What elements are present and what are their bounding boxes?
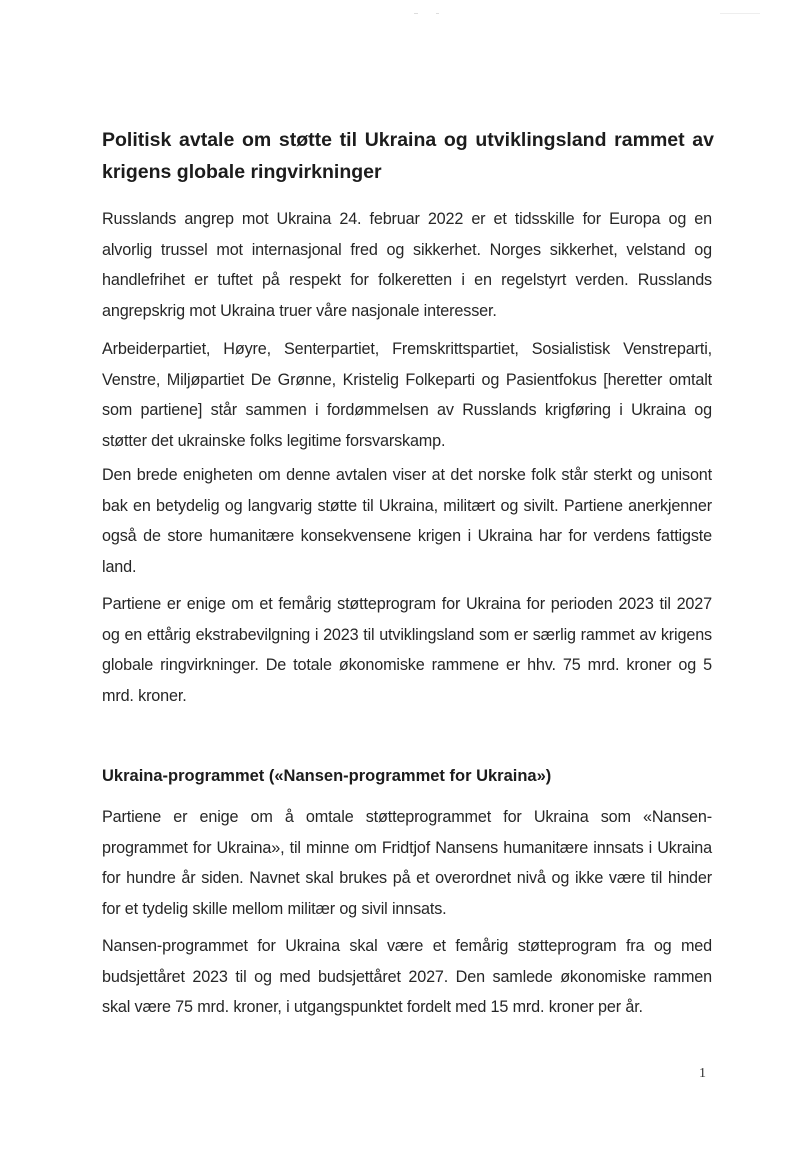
scan-artifact: [414, 13, 418, 14]
scan-artifact: [436, 13, 439, 14]
paragraph-intro: Russlands angrep mot Ukraina 24. februar 2022 er et tidsskille for Europa og en alvorlig trussel mot internasjonal fred og sikkerhet. Norges sikkerhet, velstand og handlefrihet er tuftet på respekt for folkeretten i en regelstyrt verden. Russlands angrepskrig mot Ukraina truer våre nasjonale interesser.: [102, 210, 712, 320]
document-title: Politisk avtale om støtte til Ukraina og utviklingsland rammet av krigens globale ringvirkninger: [102, 129, 714, 183]
page-number: 1: [699, 1066, 706, 1081]
scan-artifact: [720, 13, 760, 14]
paragraph-consensus: Den brede enigheten om denne avtalen viser at det norske folk står sterkt og unisont bak en betydelig og langvarig støtte til Ukraina, militært og sivilt. Partiene anerkjenner også de store humanitære konsekvensene krigen i Ukraina har for verdens fattigste land.: [102, 466, 712, 576]
paragraph-program-overview: Partiene er enige om et femårig støtteprogram for Ukraina for perioden 2023 til 2027 og en ettårig ekstrabevilgning i 2023 til utviklingsland som er særlig rammet av krigens globale ringvirkninger. De totale økonomiske rammene er hhv. 75 mrd. kroner og 5 mrd. kroner.: [102, 595, 712, 705]
section-heading-nansen-program: Ukraina-programmet («Nansen-programmet for Ukraina»): [102, 767, 552, 785]
paragraph-nansen-budget: Nansen-programmet for Ukraina skal være et femårig støtteprogram fra og med budsjettåret 2023 til og med budsjettåret 2027. Den samlede økonomiske rammen skal være 75 mrd. kroner, i utgangspunktet fordelt med 15 mrd. kroner per år.: [102, 937, 712, 1016]
paragraph-parties: Arbeiderpartiet, Høyre, Senterpartiet, Fremskrittspartiet, Sosialistisk Venstreparti, Venstre, Miljøpartiet De Grønne, Kristelig Folkeparti og Pasientfokus [heretter omtalt som partiene] står sammen i fordømmelsen av Russlands krigføring i Ukraina og støtter det ukrainske folks legitime forsvarskamp.: [102, 340, 712, 450]
paragraph-nansen-name: Partiene er enige om å omtale støtteprogrammet for Ukraina som «Nansen-programmet for Ukraina», til minne om Fridtjof Nansens humanitære innsats i Ukraina for hundre år siden. Navnet skal brukes på et overordnet nivå og ikke være til hinder for et tydelig skille mellom militær og sivil innsats.: [102, 808, 712, 918]
